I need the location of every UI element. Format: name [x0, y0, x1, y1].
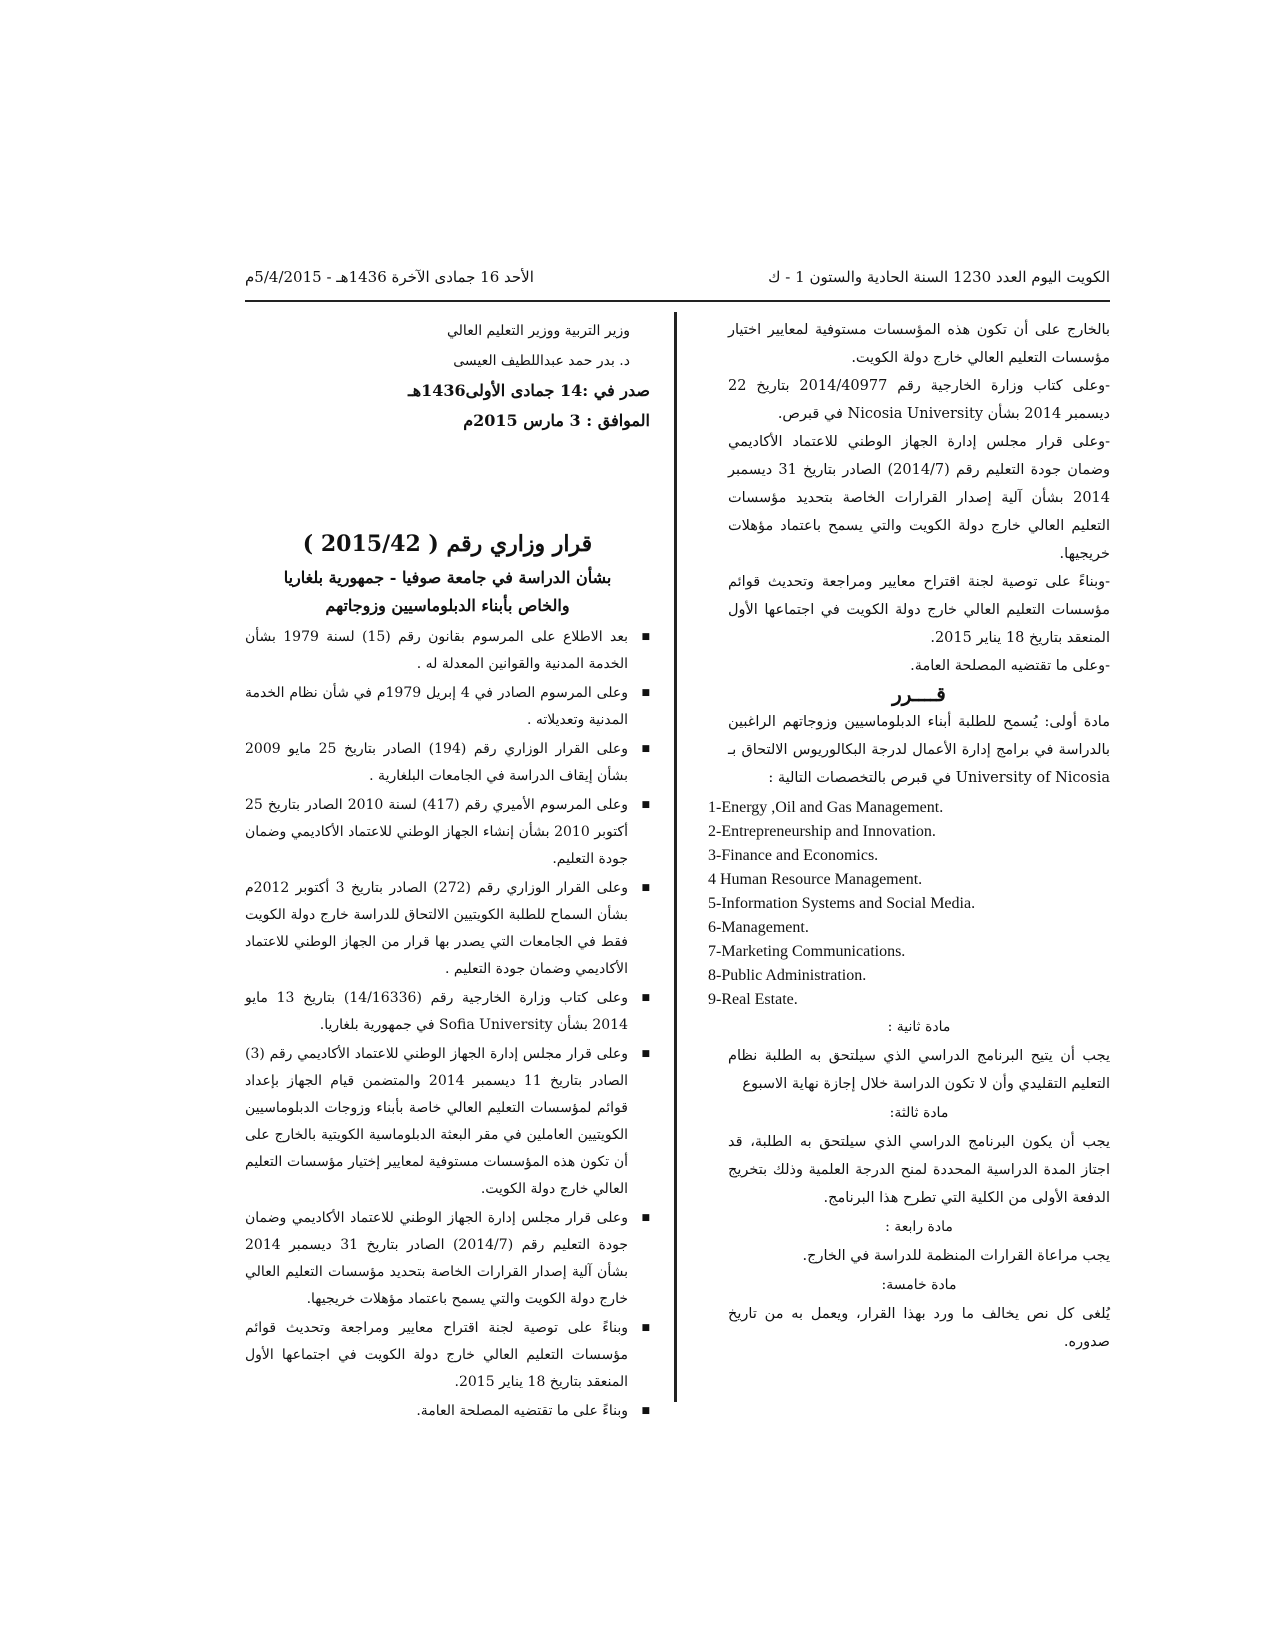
right-column: [708, 316, 1111, 1356]
list-item: ■ وعلى كتاب وزارة الخارجية رقم (14/16336) بتاريخ 13 مايو 2014 بشأن Sofia University في جمهورية بلغاريا.: [245, 985, 650, 1039]
list-item: 9-Real Estate.: [708, 991, 798, 1008]
article-text: يجب أن يتيح البرنامج الدراسي الذي سيلتحق به الطلبة نظام التعليم التقليدي وأن لا تكون الدراسة خلال إجازة نهاية الاسبوع: [728, 1048, 1110, 1092]
list-item: 2-Entrepreneurship and Innovation.: [708, 823, 936, 840]
preamble-list: [245, 624, 650, 1425]
paragraph: -وعلى كتاب وزارة الخارجية رقم 2014/40977 بتاريخ 22 ديسمبر 2014 بشأن Nicosia University في قبرص.: [728, 378, 1111, 422]
article-text: يجب أن يكون البرنامج الدراسي الذي سيلتحق به الطلبة، قد اجتاز المدة الدراسية المحددة لمنح الدرجة العلمية وذلك بتخريج الدفعة الأولى من الكلية التي تطرح هذا البرنامج.: [728, 1134, 1110, 1206]
specializations-list: [708, 796, 1110, 1012]
decision-title: قرار وزاري رقم ( 2015/42 ): [302, 531, 593, 557]
decision-heading: [245, 524, 650, 620]
list-item: 4 Human Resource Management.: [708, 871, 923, 888]
article-title: مادة ثالثة:: [889, 1105, 949, 1121]
list-item: ■ وعلى قرار مجلس إدارة الجهاز الوطني للاعتماد الأكاديمي رقم (3) الصادر بتاريخ 11 ديسمبر 2014 والمتضمن قيام الجهاز بإعداد قوائم لمؤسسات التعليم العالي خاصة بأبناء وزوجات الدبلوماسيين الكويتيين العاملين في مقر البعثة الدبلوماسية الكويتية بالخارج على أن تكون هذه المؤسسات مستوفية لمعايير إختيار مؤسسات التعليم العالي خارج دولة الكويت.: [245, 1041, 650, 1203]
signature-block: [245, 316, 630, 376]
list-item: 6-Management.: [708, 919, 809, 936]
list-item: 7-Marketing Communications.: [708, 943, 906, 960]
left-column: [245, 316, 650, 1427]
issue-date-block: [245, 376, 650, 436]
paragraph: -وعلى قرار مجلس إدارة الجهاز الوطني للاعتماد الأكاديمي وضمان جودة التعليم رقم (2014/7) الصادر بتاريخ 31 ديسمبر 2014 بشأن آلية إصدار القرارات الخاصة بتحديد مؤسسات التعليم العالي خارج دولة الكويت والتي يسمح باعتماد مؤهلات خريجيها.: [728, 434, 1111, 562]
header-issue: الكويت اليوم العدد 1230 السنة الحادية والستون 1 - ك: [768, 268, 1110, 286]
signatory-name: د. بدر حمد عبداللطيف العيسى: [453, 353, 630, 369]
list-item: ■ وعلى القرار الوزاري رقم (272) الصادر بتاريخ 3 أكتوبر 2012م بشأن السماح للطلبة الكويتيين الالتحاق للدراسة خارج دولة الكويت فقط في الجامعات التي يصدر بها قرار من الجهاز الوطني للاعتماد الأكاديمي وضمان جودة التعليم .: [245, 875, 650, 983]
issue-date-hijri: صدر في :14 جمادى الأولى1436هـ: [408, 381, 650, 400]
article-text: يجب مراعاة القرارات المنظمة للدراسة في الخارج.: [802, 1248, 1110, 1264]
issue-date-gregorian: الموافق : 3 مارس 2015م: [463, 411, 650, 430]
article-title: مادة ثانية :: [887, 1019, 951, 1035]
list-item: ■ وعلى المرسوم الصادر في 4 إبريل 1979م في شأن نظام الخدمة المدنية وتعديلاته .: [245, 680, 650, 734]
list-item: 3-Finance and Economics.: [708, 847, 879, 864]
paragraph: -وعلى ما تقتضيه المصلحة العامة.: [910, 658, 1110, 674]
column-divider: [674, 312, 677, 1402]
paragraph: -وبناءً على توصية لجنة اقتراح معايير ومراجعة وتحديث قوائم مؤسسات التعليم العالي خارج دولة الكويت في اجتماعها الأول المنعقد بتاريخ 18 يناير 2015.: [728, 574, 1110, 646]
list-item: ■ وعلى قرار مجلس إدارة الجهاز الوطني للاعتماد الأكاديمي وضمان جودة التعليم رقم (2014/7) الصادر بتاريخ 31 ديسمبر 2014 بشأن آلية إصدار القرارات الخاصة بتحديد مؤسسات التعليم العالي خارج دولة الكويت والتي يسمح باعتماد مؤهلات خريجيها.: [245, 1205, 650, 1313]
decision-subtitle: والخاص بأبناء الدبلوماسيين وزوجاتهم: [325, 596, 570, 615]
page-header: [245, 266, 1110, 296]
decision-word: قــــرر: [892, 682, 946, 706]
list-item: ■ وبناءً على ما تقتضيه المصلحة العامة.: [245, 1398, 650, 1425]
list-item: ■ وبناءً على توصية لجنة اقتراح معايير ومراجعة وتحديث قوائم مؤسسات التعليم العالي خارج دولة الكويت في اجتماعها الأول المنعقد بتاريخ 18 يناير 2015.: [245, 1315, 650, 1396]
list-item: ■ وعلى المرسوم الأميري رقم (417) لسنة 2010 الصادر بتاريخ 25 أكتوبر 2010 بشأن إنشاء الجهاز الوطني للاعتماد الأكاديمي وضمان جودة التعليم.: [245, 792, 650, 873]
header-date: الأحد 16 جمادى الآخرة 1436هـ - 5/4/2015م: [245, 268, 534, 286]
header-rule: [245, 300, 1110, 302]
article-first: مادة أولى: يُسمح للطلبة أبناء الدبلوماسيين وزوجاتهم الراغبين بالدراسة في برامج إدارة الأعمال لدرجة البكالوريوس الالتحاق بـ University of Nicosia في قبرص بالتخصصات التالية :: [728, 714, 1110, 786]
article-title: مادة رابعة :: [885, 1219, 953, 1235]
list-item: 5-Information Systems and Social Media.: [708, 895, 976, 912]
list-item: 8-Public Administration.: [708, 967, 867, 984]
signatory-title: وزير التربية ووزير التعليم العالي: [447, 323, 630, 339]
decision-subtitle: بشأن الدراسة في جامعة صوفيا - جمهورية بلغاريا: [283, 568, 612, 587]
paragraph: بالخارج على أن تكون هذه المؤسسات مستوفية لمعايير اختيار مؤسسات التعليم العالي خارج دولة الكويت.: [728, 322, 1110, 366]
list-item: 1-Energy ,Oil and Gas Management.: [708, 799, 944, 816]
list-item: ■ بعد الاطلاع على المرسوم بقانون رقم (15) لسنة 1979 بشأن الخدمة المدنية والقوانين المعدلة له .: [245, 624, 650, 678]
list-item: ■ وعلى القرار الوزاري رقم (194) الصادر بتاريخ 25 مايو 2009 بشأن إيقاف الدراسة في الجامعات البلغارية .: [245, 736, 650, 790]
article-title: مادة خامسة:: [881, 1277, 957, 1293]
article-text: يُلغى كل نص يخالف ما ورد بهذا القرار، ويعمل به من تاريخ صدوره.: [728, 1306, 1110, 1350]
